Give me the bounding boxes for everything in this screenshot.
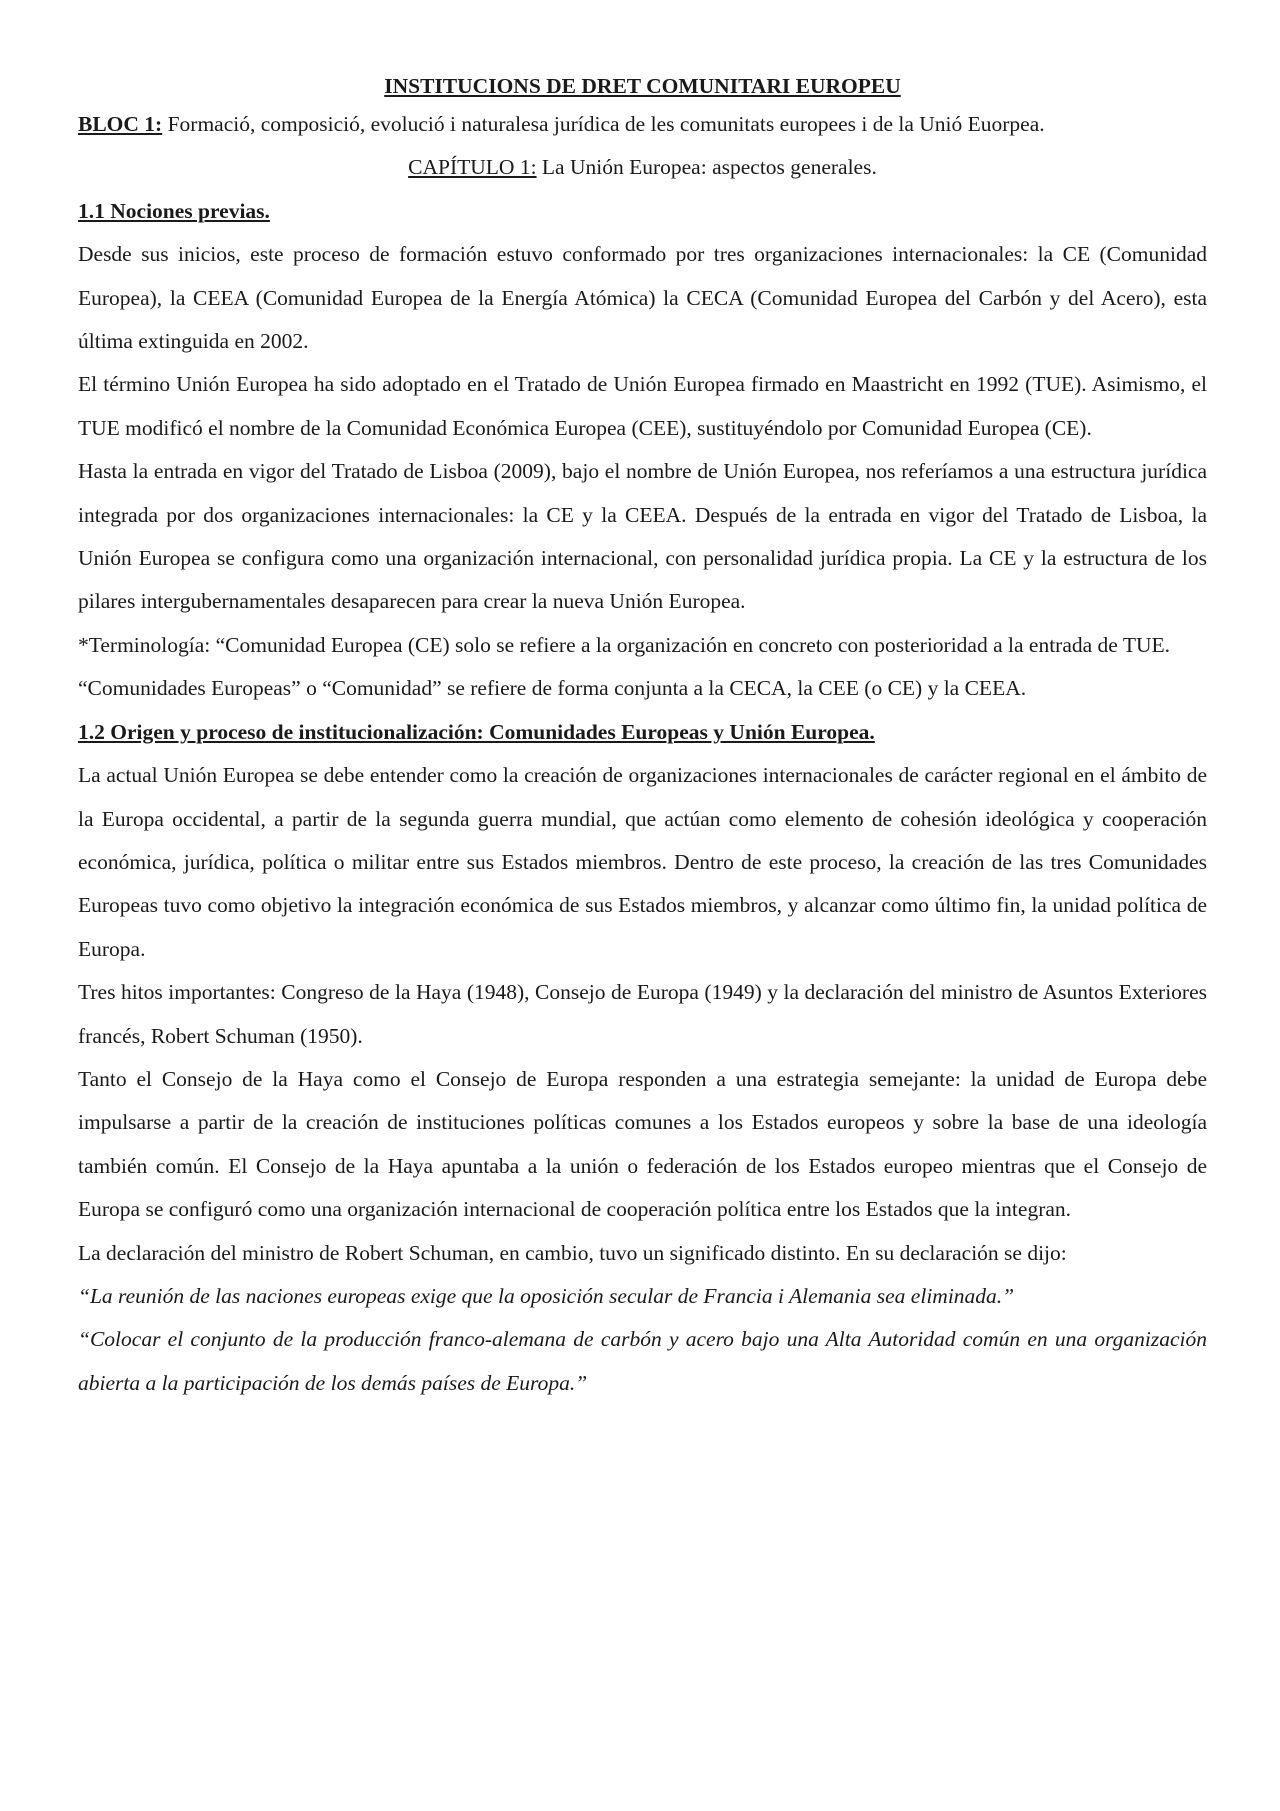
paragraph: El término Unión Europea ha sido adoptado en el Tratado de Unión Europea firmado en Maastricht en 1992 (TUE). Asimismo, el TUE modificó el nombre de la Comunidad Económica Europea (CEE), sustituyéndolo por Comunidad Europea (CE). (78, 372, 1207, 440)
paragraph: La actual Unión Europea se debe entender como la creación de organizaciones internacionales de carácter regional en el ámbito de la Europa occidental, a partir de la segunda guerra mundial, que actúan como elemento de cohesión ideológica y cooperación económica, jurídica, política o militar entre sus Estados miembros. Dentro de este proceso, la creación de las tres Comunidades Europeas tuvo como objetivo la integración económica de sus Estados miembros, y alcanzar como último fin, la unidad política de Europa. (78, 763, 1207, 961)
paragraph: “Comunidades Europeas” o “Comunidad” se refiere de forma conjunta a la CECA, la CEE (o CE) y la CEEA. (78, 676, 1027, 701)
document-page (78, 74, 1207, 1405)
paragraph: Hasta la entrada en vigor del Tratado de Lisboa (2009), bajo el nombre de Unión Europea, nos referíamos a una estructura jurídica integrada por dos organizaciones internacionales: la CE y la CEEA. Después de la entrada en vigor del Tratado de Lisboa, la Unión Europea se configura como una organización internacional, con personalidad jurídica propia. La CE y la estructura de los pilares intergubernamentales desaparecen para crear la nueva Unión Europea. (78, 459, 1207, 614)
chapter-line (78, 146, 1207, 189)
bloc-text: Formació, composició, evolució i naturalesa jurídica de les comunitats europees i de la Unió Euorpea. (162, 112, 1045, 136)
paragraph: *Terminología: “Comunidad Europea (CE) solo se refiere a la organización en concreto con posterioridad a la entrada de TUE. (78, 632, 1170, 657)
bloc-line (78, 103, 1207, 146)
section-heading-1-1: 1.1 Nociones previas. (78, 198, 270, 223)
bloc-label: BLOC 1: (78, 112, 163, 136)
chapter-text: La Unión Europea: aspectos generales. (536, 155, 877, 180)
quote: “Colocar el conjunto de la producción franco-alemana de carbón y acero bajo una Alta Autoridad común en una organización abierta a la participación de los demás países de Europa.” (78, 1327, 1207, 1395)
quote: “La reunión de las naciones europeas exige que la oposición secular de Francia i Alemania sea eliminada.” (78, 1283, 1015, 1308)
document-title: INSTITUCIONS DE DRET COMUNITARI EUROPEU (384, 74, 901, 98)
chapter-label: CAPÍTULO 1: (408, 155, 537, 180)
paragraph: Tres hitos importantes: Congreso de la Haya (1948), Consejo de Europa (1949) y la declaración del ministro de Asuntos Exteriores francés, Robert Schuman (1950). (78, 980, 1207, 1048)
paragraph: Desde sus inicios, este proceso de formación estuvo conformado por tres organizaciones internacionales: la CE (Comunidad Europea), la CEEA (Comunidad Europea de la Energía Atómica) la CECA (Comunidad Europea del Carbón y del Acero), esta última extinguida en 2002. (78, 242, 1207, 354)
paragraph: La declaración del ministro de Robert Schuman, en cambio, tuvo un significado distinto. En su declaración se dijo: (78, 1240, 1067, 1265)
paragraph: Tanto el Consejo de la Haya como el Consejo de Europa responden a una estrategia semejante: la unidad de Europa debe impulsarse a partir de la creación de instituciones políticas comunes a los Estados europeos y sobre la base de una ideología también común. El Consejo de la Haya apuntaba a la unión o federación de los Estados europeo mientras que el Consejo de Europa se configuró como una organización internacional de cooperación política entre los Estados que la integran. (78, 1066, 1207, 1222)
section-heading-1-2: 1.2 Origen y proceso de institucionalización: Comunidades Europeas y Unión Europea. (78, 719, 875, 744)
